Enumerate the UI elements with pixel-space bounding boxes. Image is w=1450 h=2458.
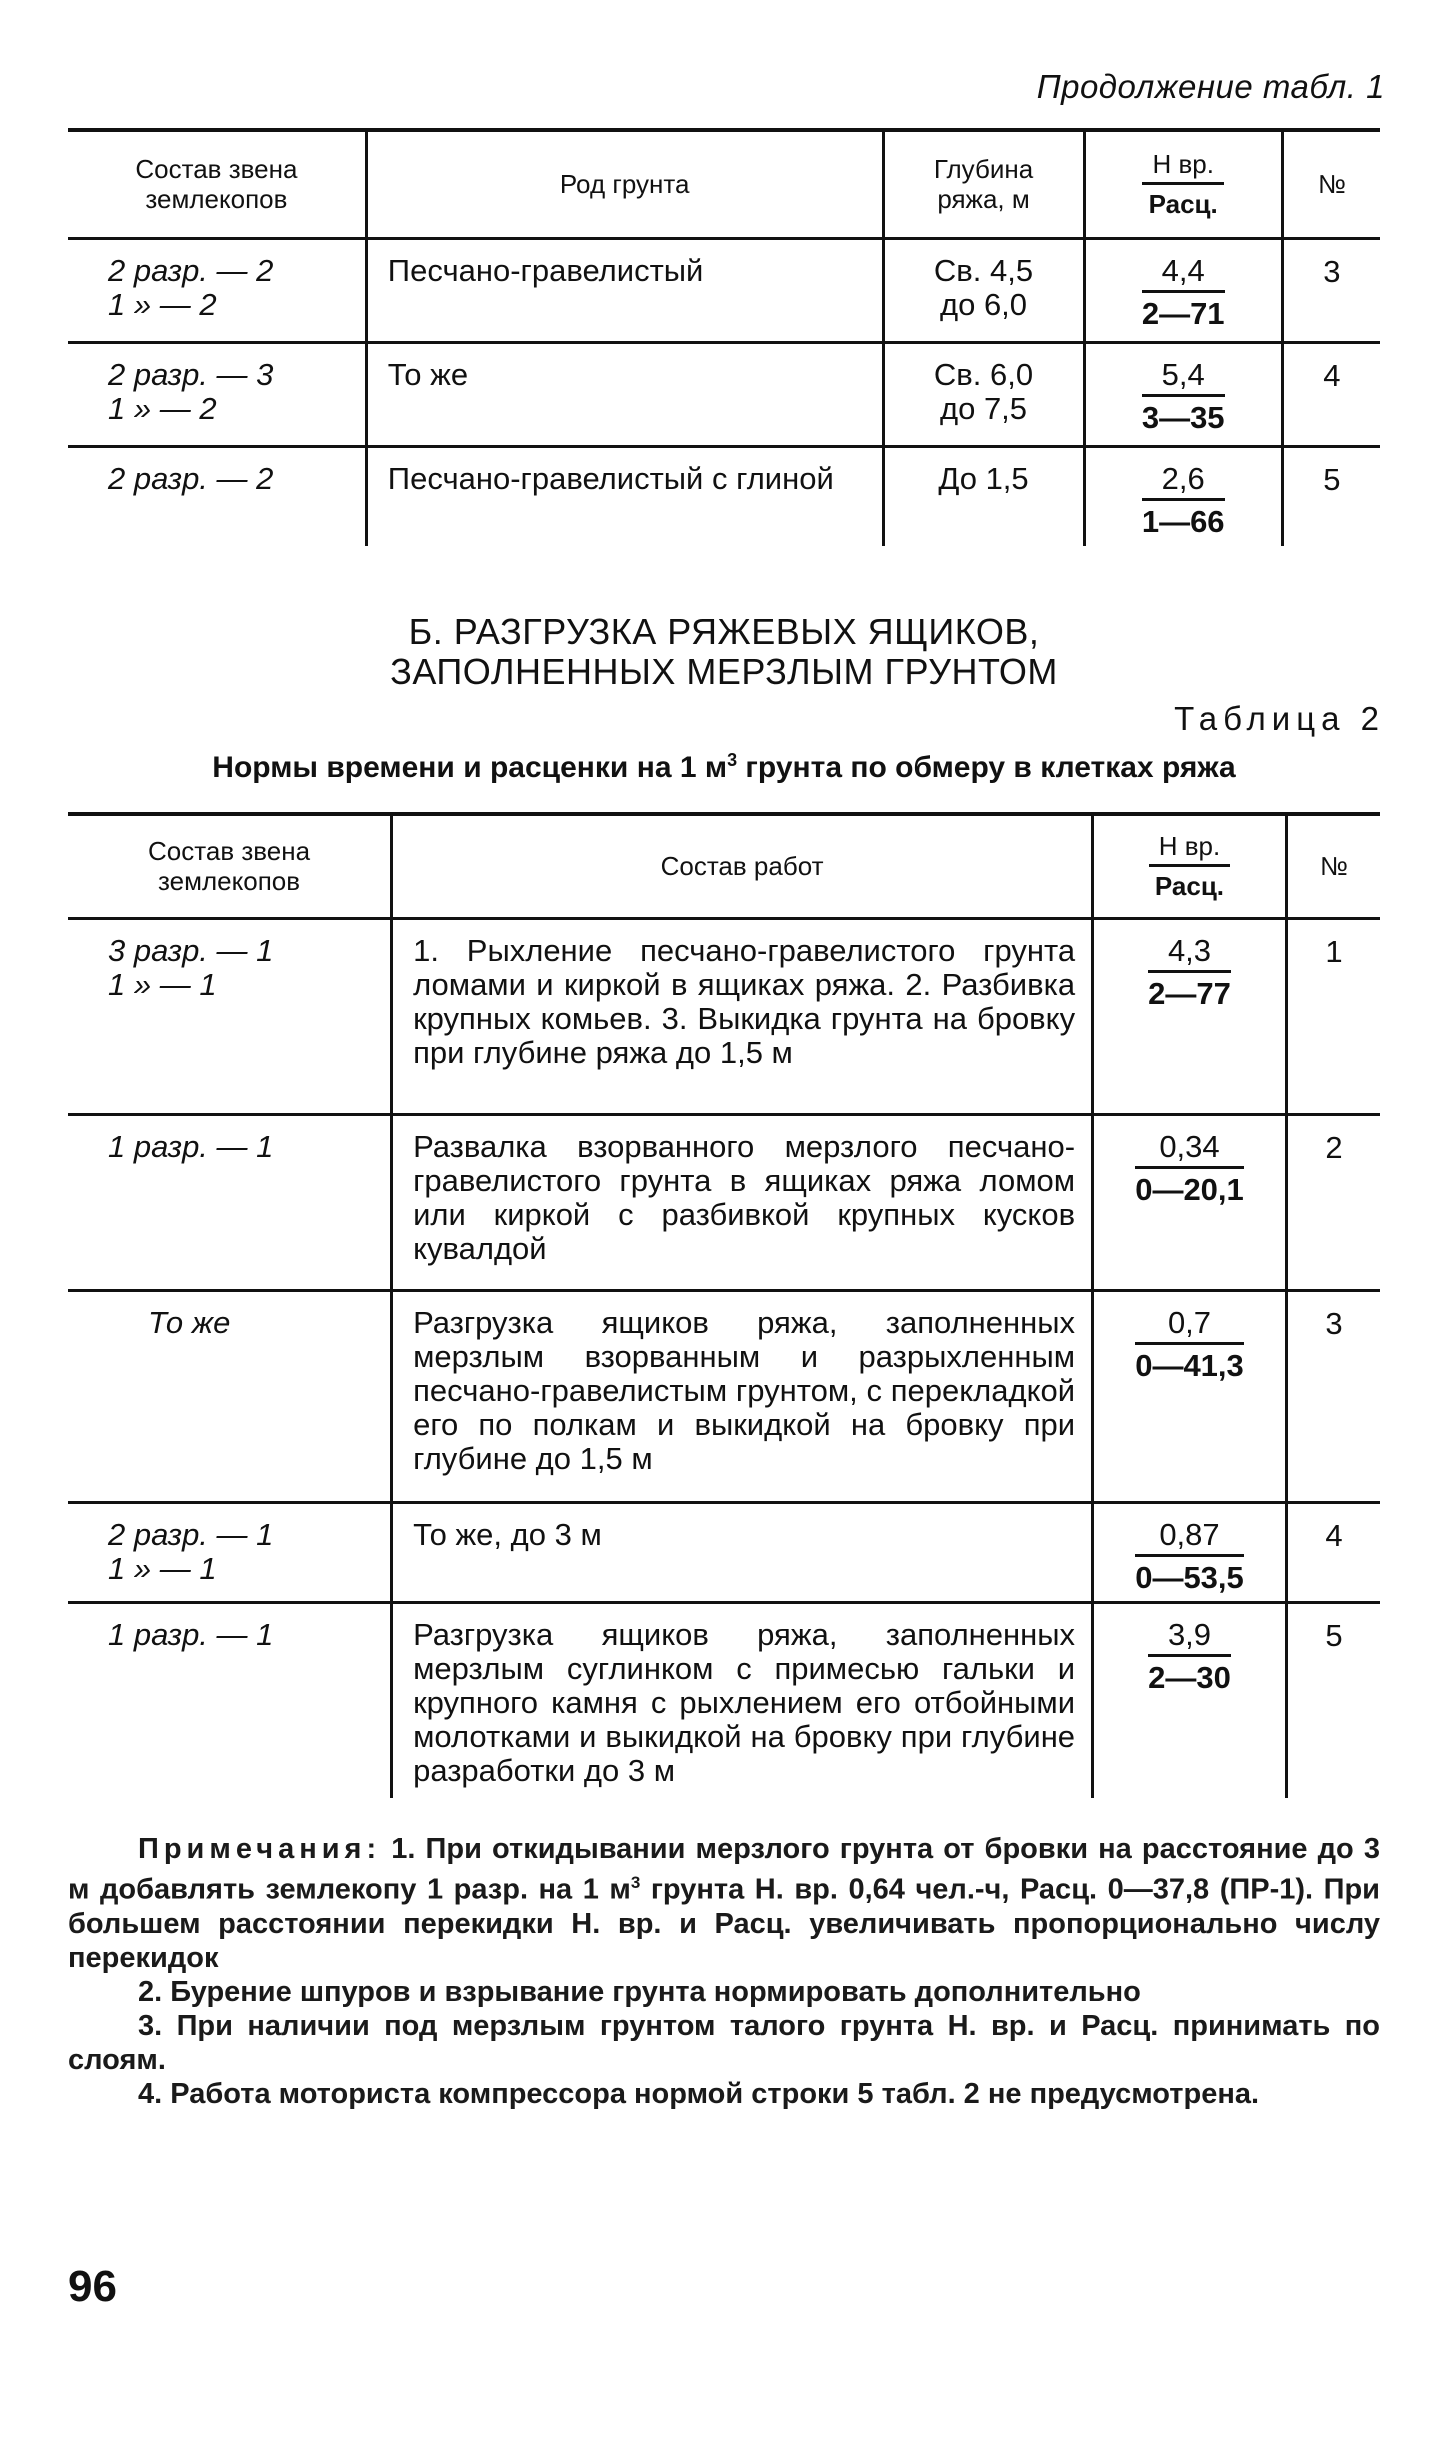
row-number: 1 <box>1286 918 1380 1114</box>
row-number: 5 <box>1286 1602 1380 1798</box>
crew-cell: 2 разр. — 1 1 » — 1 <box>108 1516 274 1586</box>
header-crew: Состав звена землекопов <box>148 836 311 897</box>
row-number: 4 <box>1286 1502 1380 1602</box>
norm-cell: $\frac{0,34}{0—20,1}$ <box>1093 1114 1287 1290</box>
header-depth: Глубина ряжа, м <box>883 130 1084 238</box>
work-cell: Развалка взорванного мерзлого песчано-гравелистого грунта в ящиках ряжа ломом или киркой с разбивкой крупных кусков кувалдой <box>392 1114 1093 1290</box>
norm-cell: $\frac{0,87}{0—53,5}$ <box>1093 1502 1287 1602</box>
crew-cell: 1 разр. — 1 <box>108 1128 274 1164</box>
header-no: № <box>1282 130 1380 238</box>
work-cell: Разгрузка ящиков ряжа, заполненных мерзлым взорванным и разрыхленным песчано-гравелистым грунтом, с перекладкой его по полкам и выкидкой на бровку при глубине до 1,5 м <box>392 1290 1093 1502</box>
ground-cell: То же <box>366 342 883 446</box>
header-crew: Состав звена землекопов <box>135 154 298 215</box>
header-work: Состав работ <box>392 814 1093 918</box>
work-cell: 1. Рыхление песчано-гравелистого грунта ломами и киркой в ящиках ряжа. 2. Разбивка крупных комьев. 3. Выкидка грунта на бровку при глубине ряжа до 1,5 м <box>392 918 1093 1114</box>
note-1: Примечания: 1. При откидывании мерзлого грунта от бровки на расстояние до 3 м добавлять землекопу 1 разр. на 1 $м^3$ грунта Н. вр. 0,64 чел.-ч, Расц. 0—37,8 (ПР-1). При большем расстоянии перекидки Н. вр. и Расц. увеличивать пропорционально числу перекидок <box>68 1833 1380 1974</box>
norm-cell: $\frac{4,4}{2—71}$ <box>1084 238 1282 342</box>
table-header-row <box>68 814 1380 918</box>
ground-cell: Песчано-гравелистый <box>366 238 883 342</box>
norm-cell: $\frac{0,7}{0—41,3}$ <box>1093 1290 1287 1502</box>
notes <box>68 1832 1380 2111</box>
table-header-row <box>68 130 1380 238</box>
header-ground: Род грунта <box>366 130 883 238</box>
page-number: 96 <box>68 2262 117 2311</box>
table-row <box>68 1502 1380 1602</box>
crew-cell: 2 разр. — 2 1 » — 2 <box>108 252 274 322</box>
continuation-label: Продолжение табл. 1 <box>1036 68 1385 105</box>
note-4: 4. Работа моториста компрессора нормой строки 5 табл. 2 не предусмотрена. <box>138 2077 1260 2110</box>
norm-cell: $\frac{4,3}{2—77}$ <box>1093 918 1287 1114</box>
header-no: № <box>1286 814 1380 918</box>
crew-cell: 1 разр. — 1 <box>108 1616 274 1652</box>
row-number: 2 <box>1286 1114 1380 1290</box>
table-row <box>68 238 1380 342</box>
row-number: 3 <box>1282 238 1380 342</box>
row-number: 3 <box>1286 1290 1380 1502</box>
table-row <box>68 446 1380 546</box>
row-number: 4 <box>1282 342 1380 446</box>
work-cell: То же, до 3 м <box>392 1502 1093 1602</box>
table-caption: Нормы времени и расценки на 1 $м^3$ грунта по обмеру в клетках ряжа <box>212 750 1236 784</box>
table-row <box>68 1602 1380 1798</box>
ground-cell: Песчано-гравелистый с глиной <box>366 446 883 546</box>
header-norm: Н вр. Расц. <box>1093 814 1287 918</box>
depth-cell: Св. 4,5 до 6,0 <box>883 238 1084 342</box>
table-row <box>68 1114 1380 1290</box>
depth-cell: До 1,5 <box>883 446 1084 546</box>
note-2: 2. Бурение шпуров и взрывание грунта нормировать дополнительно <box>138 1975 1141 2008</box>
header-norm: Н вр. Расц. <box>1084 130 1282 238</box>
crew-cell: То же <box>148 1304 231 1340</box>
crew-cell: 2 разр. — 2 <box>108 460 274 496</box>
table-row <box>68 1290 1380 1502</box>
row-number: 5 <box>1282 446 1380 546</box>
note-3: 3. При наличии под мерзлым грунтом талого грунта Н. вр. и Расц. принимать по слоям. <box>68 2009 1380 2076</box>
crew-cell: 2 разр. — 3 1 » — 2 <box>108 356 274 426</box>
work-cell: Разгрузка ящиков ряжа, заполненных мерзлым суглинком с примесью гальки и крупного камня с рыхлением его отбойными молотками и выкидкой на бровку при глубине разработки до 3 м <box>392 1602 1093 1798</box>
norm-cell: $\frac{2,6}{1—66}$ <box>1084 446 1282 546</box>
table-row <box>68 918 1380 1114</box>
table-label: Таблица 2 <box>1174 700 1385 737</box>
table-1 <box>68 128 1380 546</box>
table-2 <box>68 812 1380 1798</box>
norm-cell: $\frac{5,4}{3—35}$ <box>1084 342 1282 446</box>
norm-cell: $\frac{3,9}{2—30}$ <box>1093 1602 1287 1798</box>
crew-cell: 3 разр. — 1 1 » — 1 <box>108 932 274 1002</box>
section-title: Б. РАЗГРУЗКА РЯЖЕВЫХ ЯЩИКОВ, ЗАПОЛНЕННЫХ МЕРЗЛЫМ ГРУНТОМ <box>390 611 1058 692</box>
table-row <box>68 342 1380 446</box>
depth-cell: Св. 6,0 до 7,5 <box>883 342 1084 446</box>
